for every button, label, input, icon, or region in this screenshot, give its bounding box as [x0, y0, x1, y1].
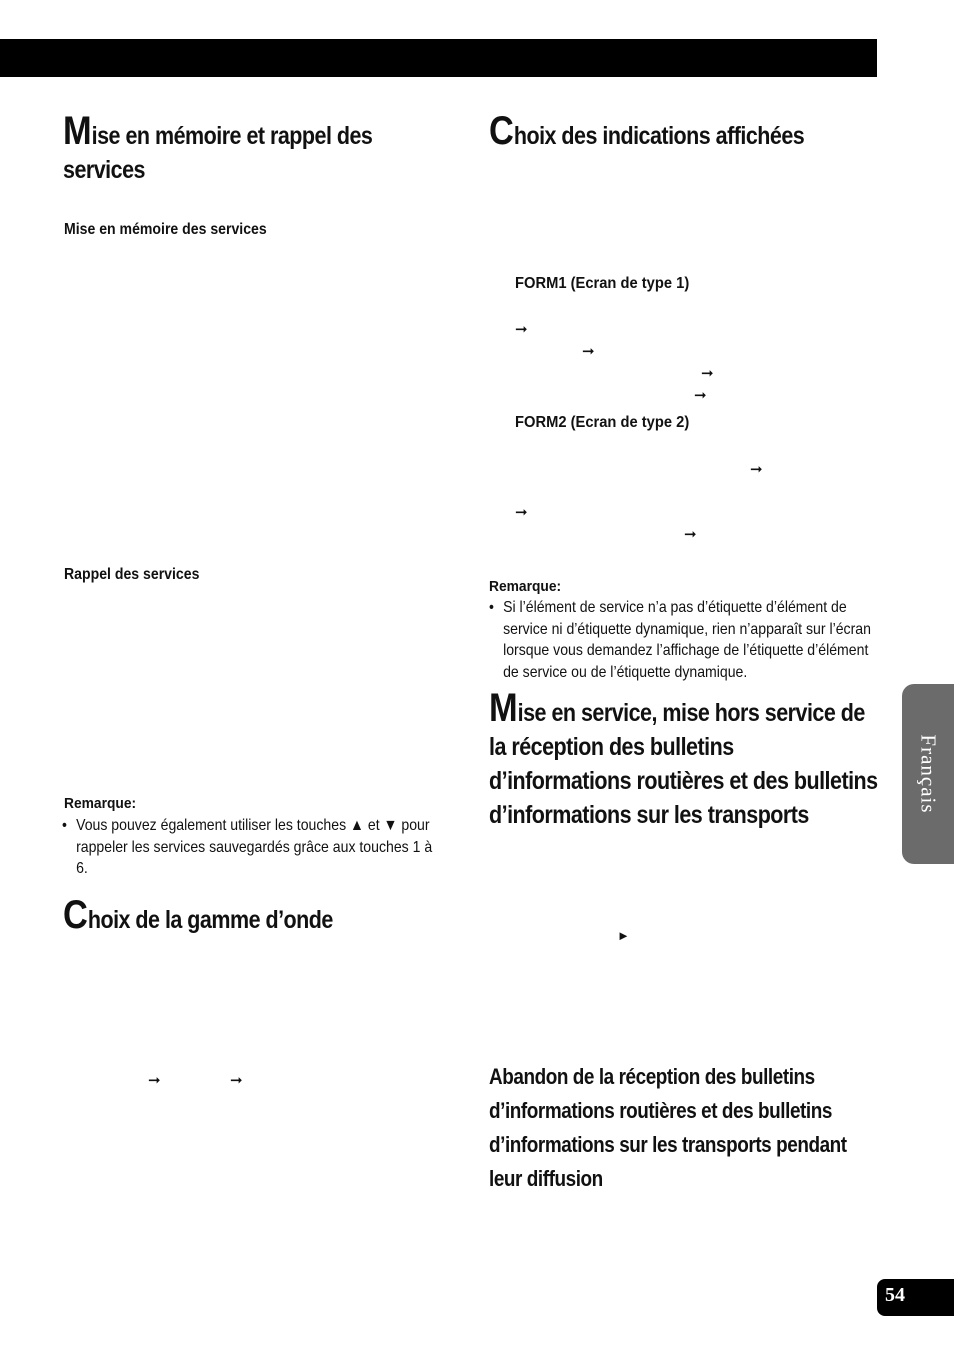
arrow-right-icon: ➞	[684, 526, 697, 543]
play-icon: ►	[617, 928, 630, 943]
page-number-box	[877, 1279, 954, 1316]
arrow-right-icon: ➞	[750, 461, 763, 478]
heading-drop-cap: C	[63, 893, 88, 937]
subheading-store-services: Mise en mémoire des services	[64, 221, 267, 238]
remark-note-right: • Si l’élément de service n’a pas d’étiquette d’élément de service ni d’étiquette dynamique, rien n’apparaît sur l’écran lorsque vous demandez l’affichage de l’étiquette d’élément de service ou de l’étiquette dynamique.	[489, 599, 871, 681]
heading-memory-recall: Mise en mémoire et rappel des services	[63, 109, 373, 184]
remark-label-right: Remarque:	[489, 578, 562, 595]
heading-drop-cap: M	[489, 686, 518, 730]
remark-note-left: • Vous pouvez également utiliser les touches ▲ et ▼ pour rappeler les services sauvegardés grâce aux touches 1 à 6.	[62, 817, 433, 877]
header-bar	[0, 39, 877, 77]
page-number: 54	[885, 1284, 905, 1306]
up-arrow-icon: ▲	[350, 817, 364, 834]
remark-label-left: Remarque:	[64, 795, 137, 812]
heading-drop-cap: M	[63, 109, 92, 153]
arrow-right-icon: ➞	[694, 387, 707, 404]
arrow-right-icon: ➞	[148, 1072, 161, 1089]
down-arrow-icon: ▼	[383, 817, 398, 834]
subheading-recall-services: Rappel des services	[64, 566, 200, 583]
heading-band-select: Choix de la gamme d’onde	[63, 893, 333, 937]
arrow-right-icon: ➞	[515, 504, 528, 521]
heading-drop-cap: C	[489, 109, 514, 153]
form1-label: FORM1 (Ecran de type 1)	[515, 275, 690, 292]
subheading-abandon-reception: Abandon de la réception des bulletins d’informations routières et des bulletins d’informations sur les transports pendant leur diffusion	[489, 1064, 847, 1191]
arrow-right-icon: ➞	[582, 343, 595, 360]
arrow-right-icon: ➞	[515, 321, 528, 338]
language-tab	[902, 684, 954, 864]
arrow-right-icon: ➞	[701, 365, 714, 382]
language-tab-label: Français	[916, 734, 941, 814]
arrow-right-icon: ➞	[230, 1072, 243, 1089]
form2-label: FORM2 (Ecran de type 2)	[515, 414, 690, 431]
heading-traffic-bulletins: Mise en service, mise hors service de la réception des bulletins d’informations routières et des bulletins d’informations sur les transports	[489, 686, 878, 829]
heading-display-select: Choix des indications affichées	[489, 109, 805, 153]
